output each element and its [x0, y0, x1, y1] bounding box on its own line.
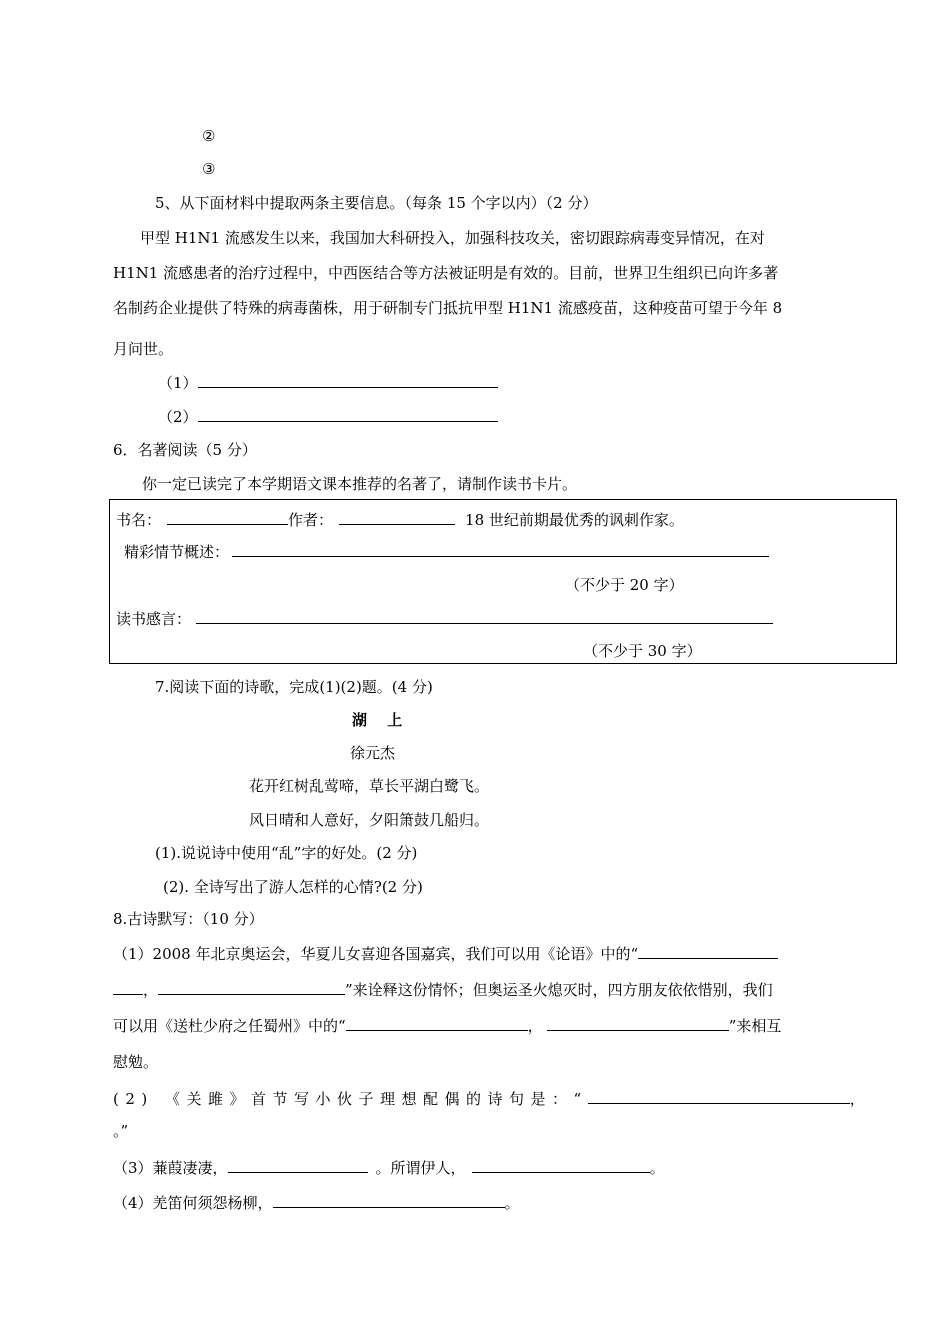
card-book-row: [116, 509, 684, 530]
q8-part1-line3: [113, 1015, 781, 1036]
q5-material-line: 名制药企业提供了特殊的病毒菌株，用于研制专门抵抗甲型 H1N1 流感疫苗，这种疫苗可望于今年 8: [113, 299, 783, 317]
lunyu-blank-1[interactable]: [638, 943, 778, 959]
q8-part1-line2: [113, 979, 773, 1000]
q7-sub-1: (1).说说诗中使用“乱”字的好处。(2 分): [155, 844, 418, 862]
shuzhou-blank-2[interactable]: [547, 1015, 729, 1031]
poem-title: 湖 上: [352, 711, 403, 729]
q8-part2-line1: [113, 1088, 865, 1109]
q5-answer-1: [158, 372, 498, 393]
q8-part3-end: 。: [649, 1159, 665, 1177]
q5-material-line: 月问世。: [113, 340, 174, 358]
jianjia-blank-2[interactable]: [472, 1157, 650, 1173]
plot-note: （不少于 20 字）: [565, 576, 684, 594]
q8-part1-text-3: 可以用《送杜少府之任蜀州》中的“: [113, 1017, 346, 1035]
q4-item-3: ③: [202, 160, 216, 178]
q5-answer-2: [158, 406, 498, 427]
q8-part2-comma: ，: [849, 1090, 865, 1108]
q8-part3: [113, 1157, 665, 1178]
q5-answer-2-blank[interactable]: [198, 406, 498, 422]
q8-part1-text: （1）2008 年北京奥运会，华夏儿女喜迎各国嘉宾，我们可以用《论语》中的“: [113, 945, 639, 963]
q8-part1-comma: ，: [143, 981, 159, 999]
feeling-note: （不少于 30 字）: [583, 642, 702, 660]
q6-intro: 你一定已读完了本学期语文课本推荐的名著了，请制作读书卡片。: [142, 475, 578, 493]
q7-title: 7.阅读下面的诗歌，完成(1)(2)题。(4 分): [155, 678, 433, 696]
q8-part4-text: （4）羌笛何须怨杨柳，: [113, 1194, 273, 1212]
plot-blank[interactable]: [232, 541, 769, 557]
q8-part1-comma-2: ，: [527, 1017, 543, 1035]
q8-part3-text-2: 。所谓伊人，: [375, 1159, 466, 1177]
book-label: 书名：: [116, 511, 162, 529]
poem-author: 徐元杰: [350, 744, 396, 762]
q8-part1-line1: [113, 943, 778, 964]
guanju-blank[interactable]: [588, 1088, 850, 1104]
jianjia-blank-1[interactable]: [228, 1157, 368, 1173]
author-hint: 18 世纪前期最优秀的讽刺作家。: [465, 511, 684, 529]
feeling-blank[interactable]: [196, 608, 773, 624]
poem-line-2: 风日晴和人意好，夕阳箫鼓几船归。: [249, 811, 490, 829]
shuzhou-blank-1[interactable]: [346, 1015, 528, 1031]
author-label: 作者：: [288, 511, 334, 529]
book-name-blank[interactable]: [167, 509, 288, 525]
q8-part2-text: (2) 《关雎》首节写小伙子理想配偶的诗句是：“: [113, 1090, 588, 1108]
author-blank[interactable]: [339, 509, 455, 525]
qiangdi-blank[interactable]: [273, 1192, 505, 1208]
q5-answer-2-label: （2）: [158, 408, 198, 426]
q6-title: 6．名著阅读（5 分）: [113, 441, 257, 459]
q8-part4-end: 。: [504, 1194, 520, 1212]
q5-material-line: H1N1 流感患者的治疗过程中，中西医结合等方法被证明是有效的。目前，世界卫生组织已向许多著: [113, 264, 779, 282]
card-feeling-row: [116, 608, 773, 629]
q4-item-2: ②: [202, 127, 216, 145]
q5-answer-1-blank[interactable]: [198, 372, 498, 388]
q7-sub-2: (2). 全诗写出了游人怎样的心情?(2 分): [163, 878, 423, 896]
lunyu-blank-1-cont[interactable]: [113, 979, 143, 995]
lunyu-blank-2[interactable]: [158, 979, 345, 995]
q8-part3-text: （3）蒹葭凄凄，: [113, 1159, 228, 1177]
card-plot-row: [124, 541, 769, 562]
q5-material-line: 甲型 H1N1 流感发生以来，我国加大科研投入，加强科技攻关，密切跟踪病毒变异情况，在对: [140, 229, 765, 247]
feeling-label: 读书感言：: [116, 610, 192, 628]
q8-part4: [113, 1192, 520, 1213]
q8-part1-line4: 慰勉。: [113, 1053, 159, 1071]
plot-label: 精彩情节概述：: [124, 543, 230, 561]
q8-title: 8.古诗默写：（10 分）: [113, 910, 264, 928]
q8-part2-line2: 。”: [113, 1122, 129, 1140]
poem-line-1: 花开红树乱莺啼，草长平湖白鹭飞。: [249, 777, 490, 795]
q5-answer-1-label: （1）: [158, 374, 198, 392]
q5-title: 5、从下面材料中提取两条主要信息。（每条 15 个字以内）（2 分）: [155, 194, 598, 212]
q8-part1-text-2: ”来诠释这份情怀；但奥运圣火熄灭时，四方朋友依依惜别，我们: [345, 981, 773, 999]
q8-part1-text-4: ”来相互: [728, 1017, 782, 1035]
